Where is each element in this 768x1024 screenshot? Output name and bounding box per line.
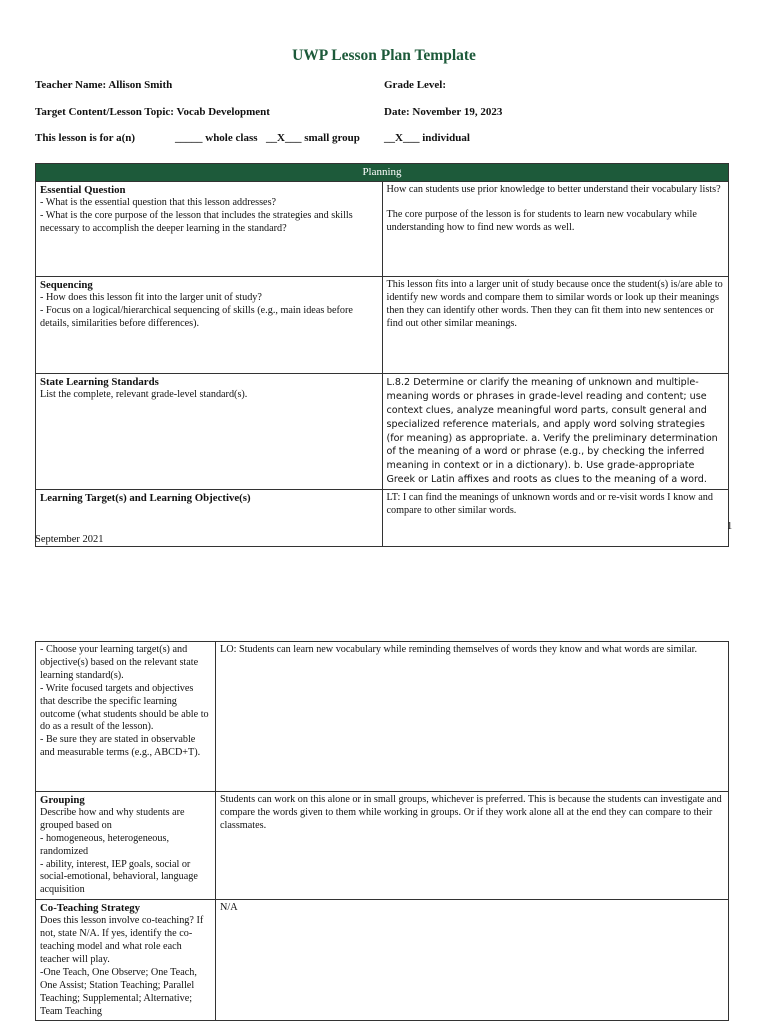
date-line — [384, 106, 502, 118]
topic-label: Target Content/Lesson Topic: — [35, 106, 174, 118]
row-title: Learning Target(s) and Learning Objective(s) — [40, 492, 251, 505]
row-learning-targets — [36, 490, 729, 547]
grade-level-line — [384, 79, 446, 91]
row-content: LT: I can find the meanings of unknown words and or re-visit words I know and compare to other similar words. — [386, 492, 713, 517]
teacher-name-line — [35, 79, 172, 91]
row-title: Grouping — [40, 794, 85, 806]
row-description: Describe how and why students are grouped based on - homogeneous, heterogeneous, randomized - ability, interest, IEP goals, social or social-emotional, behavioral, language acquisition — [40, 806, 198, 896]
planning-header: Planning — [36, 164, 729, 182]
row-description: - What is the essential question that this lesson addresses? - What is the core purpose of the lesson that includes the strategies and skills necessary to accomplish the deeper learning in the standard? — [40, 196, 353, 234]
row-grouping — [36, 792, 729, 900]
footer-date: September 2021 — [35, 534, 104, 545]
whole-class-option: _____ whole class — [175, 132, 258, 144]
row-description: - How does this lesson fit into the larger unit of study? - Focus on a logical/hierarchical sequencing of skills (e.g., main ideas before details, similarities before differences). — [40, 291, 353, 329]
row-co-teaching-strategy — [36, 900, 729, 1021]
row-essential-question — [36, 181, 729, 276]
row-description: - Choose your learning target(s) and objective(s) based on the relevant state learning standard(s). - Write focused targets and objectives that describe the specific learning outcome (what students should be able to do as a result of the lesson). - Be sure they are stated in observable and measurable terms (e.g., ABCD+T). — [40, 644, 209, 759]
row-content: L.8.2 Determine or clarify the meaning of unknown and multiple-meaning words or phrases in grade-level reading and content; use context clues, analyze meaningful word parts, consult general and specialized reference materials, and apply word solving strategies (for meaning) as appropriate. a. Verify the preliminary determination of the meaning of a word or phrase (e.g., by checking the inferred meaning in context or in a dictionary). b. Use grade-appropriate Greek or Latin affixes and roots as clues to the meaning of a word. — [386, 376, 718, 486]
row-title: State Learning Standards — [40, 375, 159, 388]
row-title: Co-Teaching Strategy — [40, 902, 141, 915]
row-content: The core purpose of the lesson is for students to learn new vocabulary while understanding how to find new words as well. — [386, 208, 697, 233]
page-number: 1 — [727, 521, 733, 532]
document-page-2 — [0, 600, 768, 1024]
planning-table-page-2 — [35, 641, 729, 1021]
individual-option: __X___ individual — [384, 132, 470, 144]
row-content: N/A — [220, 902, 238, 914]
planning-table-page-1 — [35, 163, 729, 547]
date-label: Date: — [384, 106, 410, 118]
row-title: Sequencing — [40, 278, 93, 291]
small-group-option: __X___ small group — [266, 132, 360, 144]
row-sequencing — [36, 276, 729, 373]
topic-line — [35, 106, 270, 118]
row-learning-objectives-cont — [36, 642, 729, 792]
row-title: Essential Question — [40, 183, 126, 196]
row-description: List the complete, relevant grade-level standard(s). — [40, 388, 248, 400]
row-content: How can students use prior knowledge to better understand their vocabulary lists? — [386, 183, 721, 195]
teacher-label: Teacher Name: — [35, 79, 107, 91]
planning-header-row — [36, 164, 729, 182]
row-content: LO: Students can learn new vocabulary while reminding themselves of words they know and what words are similar. — [220, 644, 697, 655]
date-value: November 19, 2023 — [412, 106, 503, 118]
lesson-for-label: This lesson is for a(n) — [35, 132, 136, 144]
topic-value: Vocab Development — [176, 106, 270, 118]
document-title: UWP Lesson Plan Template — [292, 47, 476, 64]
row-state-learning-standards — [36, 373, 729, 489]
row-content: Students can work on this alone or in small groups, whichever is preferred. This is because the students can investigate and compare the words given to them while working in groups. Or if they work alone all at the end they can compare to their classmates. — [220, 794, 722, 831]
teacher-name: Allison Smith — [108, 79, 173, 91]
row-content: This lesson fits into a larger unit of study because once the student(s) is/are able to identify new words and compare them to similar words or look up their meanings then they can identify other words. Then they can fit them into new sentences or find out other similar meanings. — [386, 278, 723, 329]
grade-label: Grade Level: — [384, 79, 447, 91]
row-description: Does this lesson involve co-teaching? If not, state N/A. If yes, identify the co-teaching model and what role each teacher will play. -One Teach, One Observe; One Teach, One Assist; Station Teaching; Parallel Teaching; Supplemental; Alternative; Team Teaching — [40, 915, 204, 1017]
